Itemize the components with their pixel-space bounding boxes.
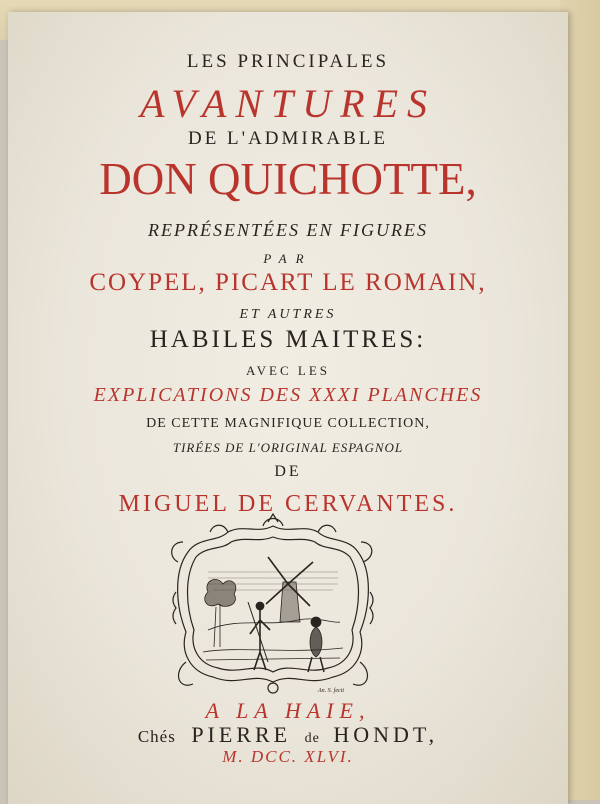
vignette-signature: An. S. fecit xyxy=(318,688,344,694)
title-line-don-quichotte: DON QUICHOTTE, xyxy=(99,154,477,204)
imprint-ches: Chés xyxy=(137,727,176,746)
title-line-et-autres: ET AUTRES xyxy=(239,307,337,322)
title-line-author: MIGUEL DE CERVANTES. xyxy=(118,491,458,517)
title-line-original: TIRÉES DE L'ORIGINAL ESPAGNOL xyxy=(172,440,404,455)
title-line-collection: DE CETTE MAGNIFIQUE COLLECTION, xyxy=(146,416,430,431)
title-line-habiles-maitres: HABILES MAITRES: xyxy=(149,326,427,353)
imprint-date: M. DCC. XLVI. xyxy=(222,747,354,766)
imprint-publisher xyxy=(8,724,568,746)
engraved-vignette xyxy=(168,512,378,697)
title-line-explications: EXPLICATIONS DES XXXI PLANCHES xyxy=(93,384,483,406)
title-line-par: PAR xyxy=(263,251,313,266)
imprint-place: A LA HAIE, xyxy=(205,698,371,723)
title-line-avantures: AVANTURES xyxy=(139,81,437,126)
imprint-publisher-last: HONDT, xyxy=(333,722,439,747)
imprint-publisher-first: PIERRE xyxy=(191,722,292,747)
title-line-avec-les: AVEC LES xyxy=(245,363,331,378)
title-line-principales: LES PRINCIPALES xyxy=(186,51,390,72)
title-page xyxy=(8,12,568,804)
title-line-de: DE xyxy=(274,463,302,480)
title-line-admirable: DE L'ADMIRABLE xyxy=(187,128,389,149)
imprint-de: de xyxy=(304,731,320,746)
title-line-artists: COYPEL, PICART LE ROMAIN, xyxy=(89,269,487,296)
title-line-representees: REPRÉSENTÉES EN FIGURES xyxy=(148,220,428,240)
